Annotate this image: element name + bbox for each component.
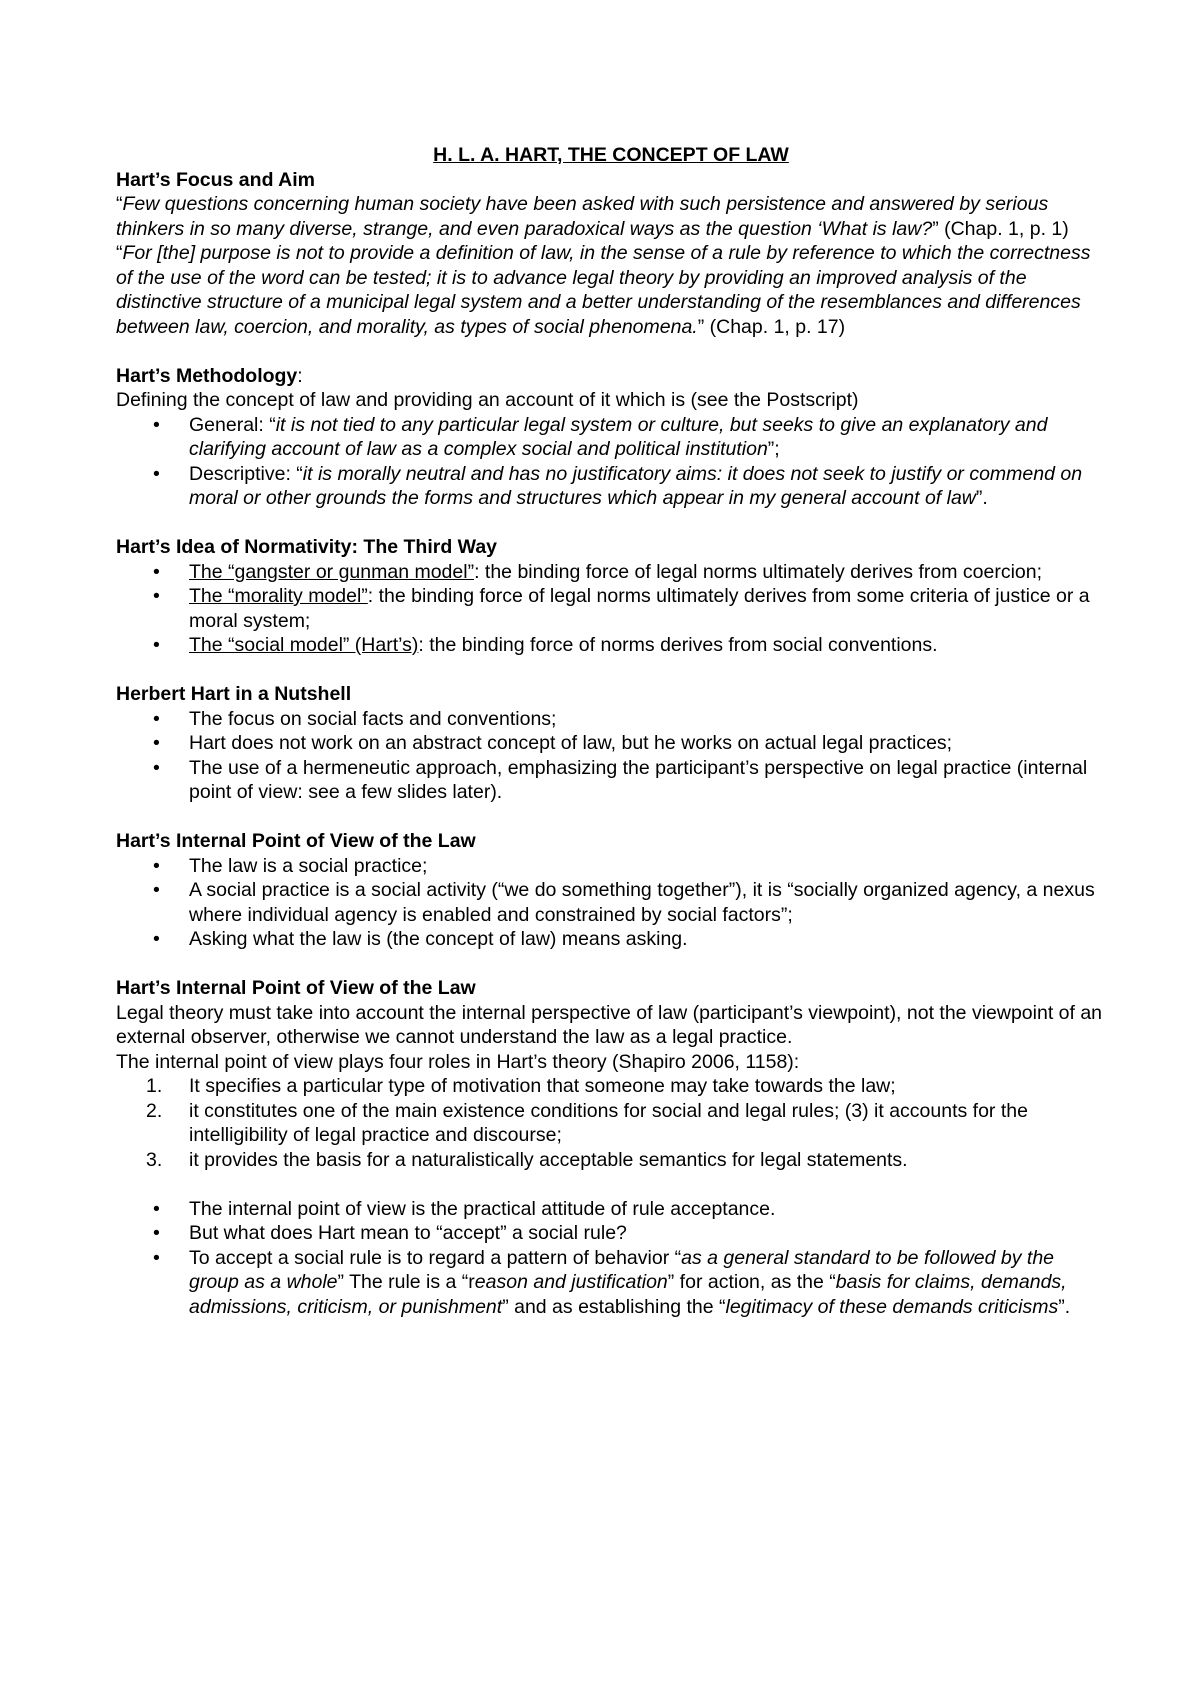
internal-view-paragraph: Legal theory must take into account the internal perspective of law (participant’s viewpoint), not the viewpoint of an external observer, otherwise we cannot understand the law as a legal practice. [116, 1001, 1103, 1048]
list-item: • The “gangster or gunman model”: the binding force of legal norms ultimately derives from coercion; [116, 560, 1106, 585]
numbered-item: 3. it provides the basis for a naturalistically acceptable semantics for legal statements. [146, 1148, 908, 1171]
heading-nutshell: Herbert Hart in a Nutshell [116, 683, 352, 705]
numbered-item: 1. It specifies a particular type of motivation that someone may take towards the law; [146, 1075, 896, 1097]
list-item: • A social practice is a social activity (“we do something together”), it is “socially organized agency, a nexus where individual agency is enabled and constrained by social factors”; [116, 878, 1106, 927]
list-item: • The “social model” (Hart’s): the binding force of norms derives from social conventions. [116, 633, 1106, 658]
list-item: • But what does Hart mean to “accept” a social rule? [116, 1221, 1106, 1246]
normativity-list [116, 560, 1106, 658]
internal-view-roles-list [116, 1074, 1106, 1172]
methodology-list [116, 413, 1106, 511]
quote-what-is-law: “Few questions concerning human society have been asked with such persistence and answered by serious thinkers in so many diverse, strange, and even paradoxical ways as the question ‘What is law?” (Chap. 1, p. 1) [116, 193, 1069, 240]
list-item: • The “morality model”: the binding force of legal norms ultimately derives from some criteria of justice or a moral system; [116, 584, 1106, 633]
list-item: • To accept a social rule is to regard a pattern of behavior “as a general standard to be followed by the group as a whole” The rule is a “reason and justification” for action, as the “basis for claims, demands, admissions, criticism, or punishment” and as establishing the “legitimacy of these demands criticisms”. [116, 1246, 1106, 1320]
rule-acceptance-list [116, 1197, 1106, 1320]
list-item: • The use of a hermeneutic approach, emphasizing the participant’s perspective on legal practice (internal point of view: see a few slides later). [116, 756, 1106, 805]
heading-internal-point-of-view: Hart’s Internal Point of View of the Law [116, 830, 476, 852]
list-item: • General: “it is not tied to any particular legal system or culture, but seeks to give an explanatory and clarifying account of law as a complex social and political institution”; [116, 413, 1106, 462]
list-item: • Descriptive: “it is morally neutral and has no justificatory aims: it does not seek to justify or commend on moral or other grounds the forms and structures which appear in my general account of law”. [116, 462, 1106, 511]
document-title: H. L. A. HART, THE CONCEPT OF LAW [433, 144, 789, 166]
heading-methodology: Hart’s Methodology: [116, 364, 303, 387]
heading-internal-point-of-view-2: Hart’s Internal Point of View of the Law [116, 977, 476, 999]
list-item: • The law is a social practice; [116, 854, 1106, 879]
document-body [116, 143, 1106, 1319]
internal-view-roles-intro: The internal point of view plays four roles in Hart’s theory (Shapiro 2006, 1158): [116, 1050, 800, 1073]
list-item: • The focus on social facts and conventions; [116, 707, 1106, 732]
nutshell-list [116, 707, 1106, 805]
quote-purpose: “For [the] purpose is not to provide a definition of law, in the sense of a rule by reference to which the correctness of the use of the word can be tested; it is to advance legal theory by providing an improved analysis of the distinctive structure of a municipal legal system and a better understanding of the resemblances and differences between law, coercion, and morality, as types of social phenomena.” (Chap. 1, p. 17) [116, 242, 1091, 338]
methodology-intro: Defining the concept of law and providing an account of it which is (see the Postscript) [116, 389, 859, 411]
list-item: • The internal point of view is the practical attitude of rule acceptance. [116, 1197, 1106, 1222]
list-item: • Hart does not work on an abstract concept of law, but he works on actual legal practices; [116, 731, 1106, 756]
internal-view-list [116, 854, 1106, 952]
numbered-item: 2. it constitutes one of the main existence conditions for social and legal rules; (3) it accounts for the intelligibility of legal practice and discourse; [146, 1099, 1028, 1146]
list-item: • Asking what the law is (the concept of law) means asking. [116, 927, 1106, 952]
heading-normativity: Hart’s Idea of Normativity: The Third Way [116, 536, 498, 558]
heading-focus-aim: Hart’s Focus and Aim [116, 168, 316, 191]
